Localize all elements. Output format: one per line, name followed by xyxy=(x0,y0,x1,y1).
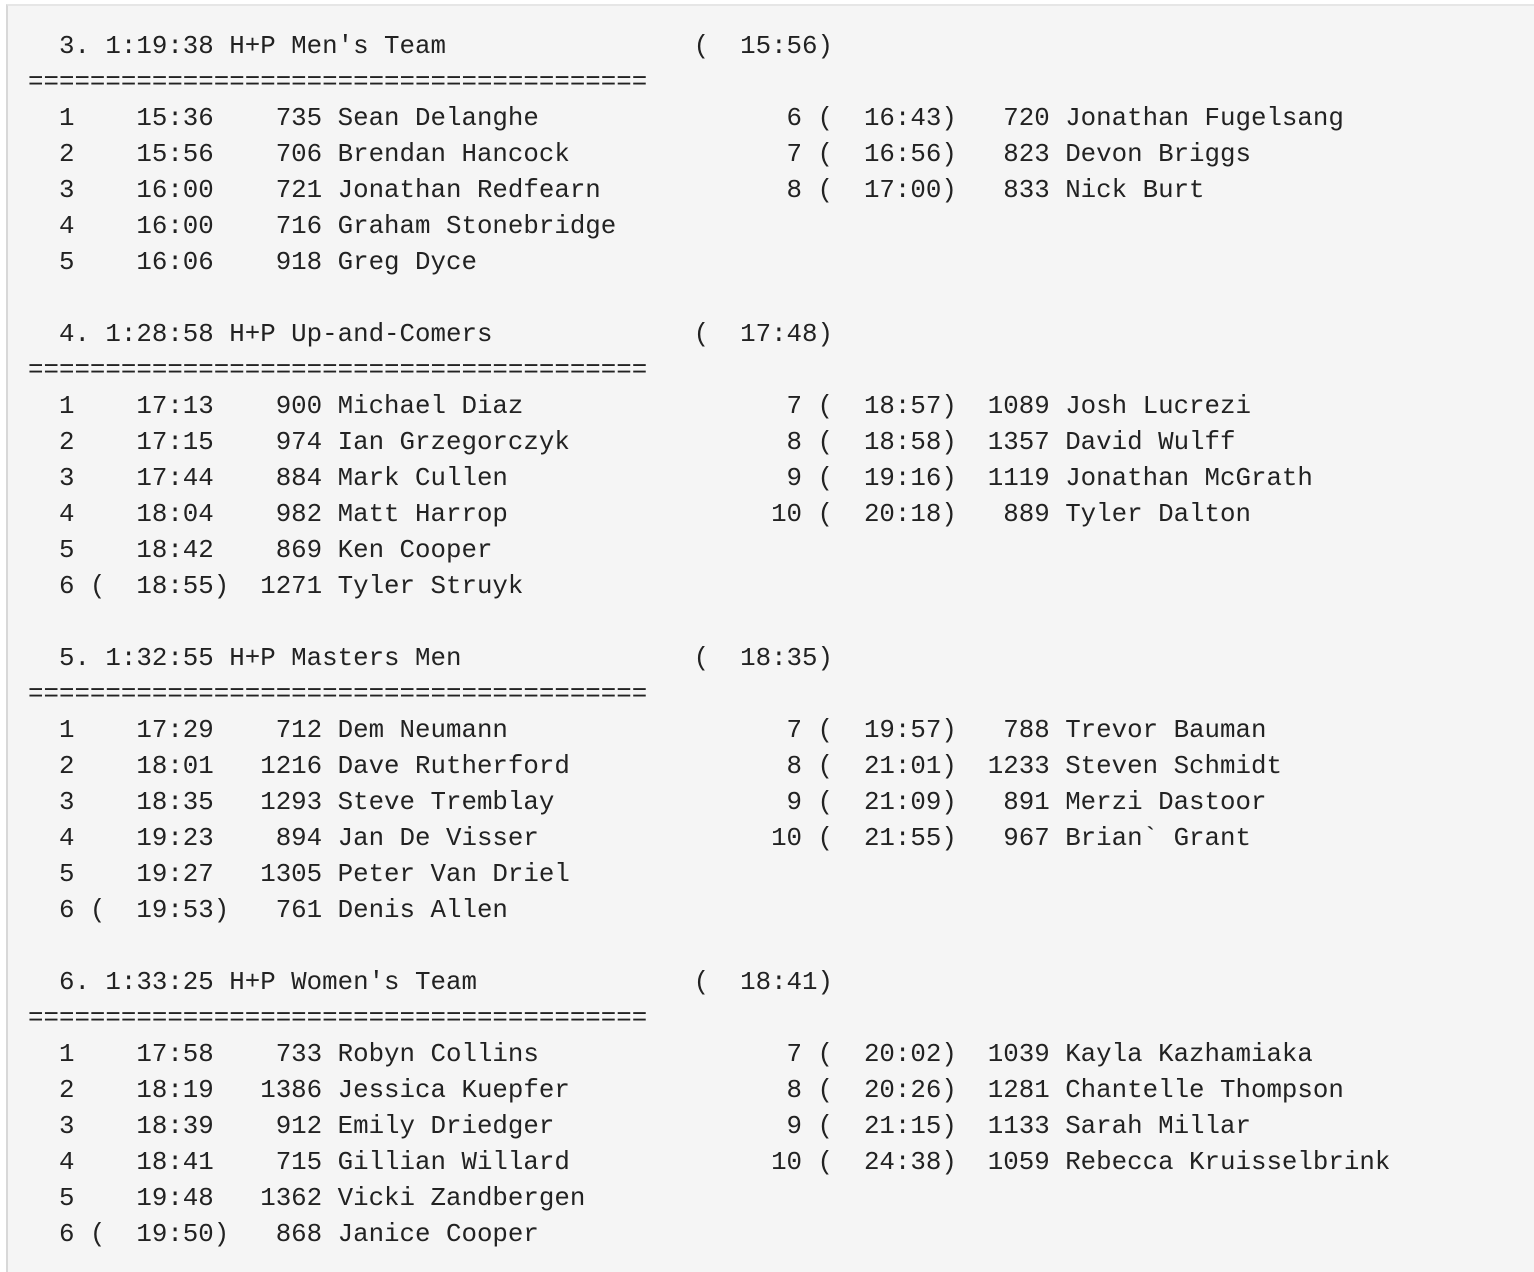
result-row: 5 19:27 1305 Peter Van Driel xyxy=(28,860,570,889)
results-pane xyxy=(6,4,1534,1272)
team-header-6: 6. 1:33:25 H+P Women's Team ( 18:41) xyxy=(28,968,833,997)
separator-line: ======================================== xyxy=(28,68,648,97)
result-row: 6 ( 19:50) 868 Janice Cooper xyxy=(28,1220,539,1249)
result-row: 5 16:06 918 Greg Dyce xyxy=(28,248,477,277)
result-row: 5 18:42 869 Ken Cooper xyxy=(28,536,493,565)
result-row: 4 18:41 715 Gillian Willard 10 ( 24:38) 1059 Rebecca Kruisselbrink xyxy=(28,1148,1391,1177)
blank-line xyxy=(28,929,1390,965)
result-row: 6 ( 18:55) 1271 Tyler Struyk xyxy=(28,572,524,601)
separator-line: ======================================== xyxy=(28,356,648,385)
result-row: 3 18:39 912 Emily Driedger 9 ( 21:15) 1133 Sarah Millar xyxy=(28,1112,1251,1141)
result-row: 6 ( 19:53) 761 Denis Allen xyxy=(28,896,508,925)
result-row: 2 18:01 1216 Dave Rutherford 8 ( 21:01) 1233 Steven Schmidt xyxy=(28,752,1282,781)
separator-line: ======================================== xyxy=(28,680,648,709)
result-row: 1 15:36 735 Sean Delanghe 6 ( 16:43) 720 Jonathan Fugelsang xyxy=(28,104,1344,133)
blank-line xyxy=(28,281,1390,317)
result-row: 5 19:48 1362 Vicki Zandbergen xyxy=(28,1184,586,1213)
team-header-5: 5. 1:32:55 H+P Masters Men ( 18:35) xyxy=(28,644,833,673)
result-row: 3 17:44 884 Mark Cullen 9 ( 19:16) 1119 Jonathan McGrath xyxy=(28,464,1313,493)
result-row: 2 17:15 974 Ian Grzegorczyk 8 ( 18:58) 1357 David Wulff xyxy=(28,428,1236,457)
result-row: 1 17:58 733 Robyn Collins 7 ( 20:02) 1039 Kayla Kazhamiaka xyxy=(28,1040,1313,1069)
result-row: 2 15:56 706 Brendan Hancock 7 ( 16:56) 823 Devon Briggs xyxy=(28,140,1251,169)
result-row: 2 18:19 1386 Jessica Kuepfer 8 ( 20:26) 1281 Chantelle Thompson xyxy=(28,1076,1344,1105)
team-header-4: 4. 1:28:58 H+P Up-and-Comers ( 17:48) xyxy=(28,320,833,349)
team-results-text xyxy=(28,29,1390,1253)
blank-line xyxy=(28,605,1390,641)
result-row: 1 17:13 900 Michael Diaz 7 ( 18:57) 1089 Josh Lucrezi xyxy=(28,392,1251,421)
result-row: 3 18:35 1293 Steve Tremblay 9 ( 21:09) 891 Merzi Dastoor xyxy=(28,788,1267,817)
result-row: 3 16:00 721 Jonathan Redfearn 8 ( 17:00) 833 Nick Burt xyxy=(28,176,1205,205)
result-row: 4 18:04 982 Matt Harrop 10 ( 20:18) 889 Tyler Dalton xyxy=(28,500,1251,529)
result-row: 4 19:23 894 Jan De Visser 10 ( 21:55) 967 Brian` Grant xyxy=(28,824,1251,853)
team-header-3: 3. 1:19:38 H+P Men's Team ( 15:56) xyxy=(28,32,833,61)
result-row: 1 17:29 712 Dem Neumann 7 ( 19:57) 788 Trevor Bauman xyxy=(28,716,1267,745)
result-row: 4 16:00 716 Graham Stonebridge xyxy=(28,212,617,241)
separator-line: ======================================== xyxy=(28,1004,648,1033)
